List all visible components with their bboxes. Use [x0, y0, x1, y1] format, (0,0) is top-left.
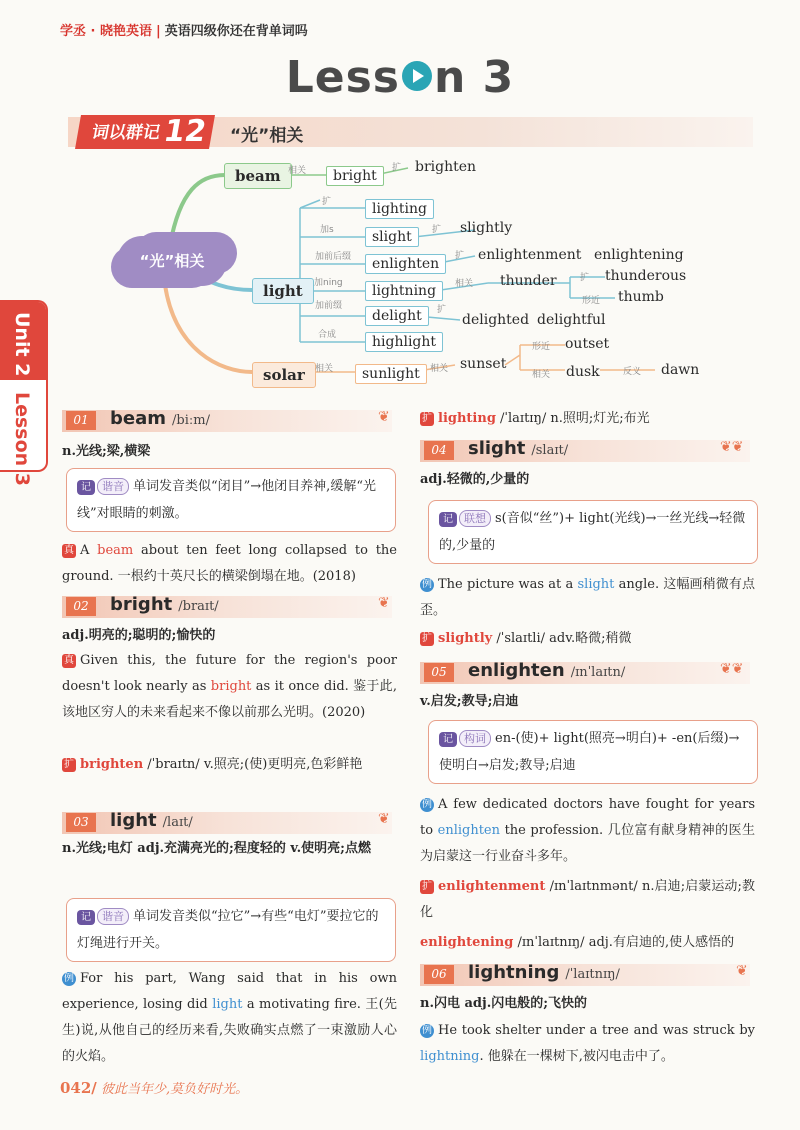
entry-word-wrap [468, 660, 625, 681]
node-slightly: slightly [460, 220, 513, 236]
rel-label: 形近 [582, 296, 601, 306]
example-beam [62, 538, 397, 590]
note-light [66, 898, 396, 962]
deriv-meaning: adj.有启迪的,使人感悟的 [588, 935, 735, 950]
rel-label: 形近 [532, 342, 551, 352]
side-tab-lesson: Lesson 3 [11, 392, 33, 487]
section-tag-label: 词以群记 [90, 123, 162, 143]
flame-icon: ❦ [378, 409, 390, 425]
node-enlightening: enlightening [594, 247, 684, 263]
section-banner [68, 114, 753, 149]
entry-number: 01 [66, 411, 96, 430]
example-enlighten [420, 792, 755, 870]
entry-word-wrap [110, 810, 193, 831]
node-lighting: lighting [365, 199, 434, 219]
extend-icon: 扩 [422, 413, 432, 424]
example-icon: 例 [422, 579, 432, 590]
rel-label: 加前缀 [315, 301, 343, 311]
extend-icon: 扩 [64, 759, 74, 770]
deriv-phonetic: /ˈslaɪtli/ [496, 631, 545, 646]
node-thumb: thumb [618, 289, 664, 305]
node-lightning: lightning [365, 281, 443, 301]
entry-number: 05 [424, 663, 454, 682]
meaning-slight: adj.轻微的,少量的 [420, 472, 530, 487]
example-text: angle. 这幅画稍微有点歪。 [420, 577, 755, 618]
note-text: 单词发音类似“闭目”→他闭目养神,缓解“光线”对眼睛的刺激。 [77, 479, 376, 521]
root-beam: beam [224, 163, 292, 189]
example-text: a motivating fire. 王(先生)说,从他自己的经历来看,失败确实点燃了一束激励人心的火焰。 [62, 997, 397, 1064]
deriv-meaning: adv.略微;稍微 [549, 631, 632, 646]
example-keyword: enlighten [437, 823, 500, 838]
entry-phonetic: /braɪt/ [178, 599, 219, 614]
example-icon: 例 [422, 1025, 432, 1036]
deriv-slightly [420, 626, 755, 652]
rel-label: 合成 [318, 330, 337, 340]
node-sunlight: sunlight [355, 364, 427, 384]
deriv-word: enlightenment [438, 879, 546, 894]
flame-icon: ❦ [378, 811, 390, 827]
note-label: 谐音 [97, 908, 129, 925]
extend-icon: 扩 [422, 633, 432, 644]
example-text: the profession. 几位富有献身精神的医生为启蒙这一行业奋斗多年。 [420, 823, 755, 864]
exam-icon: 真 [64, 545, 74, 556]
meaning-light: n.光线;电灯 adj.充满亮光的;程度轻的 v.使明亮;点燃 [62, 841, 371, 856]
entry-number: 02 [66, 597, 96, 616]
example-icon: 例 [422, 799, 432, 810]
page-header: 学丞 · 晓艳英语 | 英语四级你还在背单词吗 [60, 24, 308, 39]
example-keyword: slight [577, 577, 615, 592]
node-thunder: thunder [500, 273, 557, 289]
node-delightful: delightful [537, 312, 606, 328]
note-text: s(音似“丝”)+ light(光线)→一丝光线→轻微的,少量的 [439, 511, 746, 553]
node-enlighten: enlighten [365, 254, 446, 274]
rel-label: 扩 [580, 273, 590, 283]
footer-motto: 彼此当年少,莫负好时光。 [100, 1082, 249, 1097]
root-solar: solar [252, 362, 316, 388]
deriv-word: brighten [80, 757, 144, 772]
node-thunderous: thunderous [605, 268, 687, 284]
entry-number: 06 [424, 965, 454, 984]
brand: 学丞 · 晓艳英语 [60, 24, 152, 39]
rel-label: 相关 [455, 279, 474, 289]
example-text: about ten feet long collapsed to the ground. 一根约十英尺长的横梁倒塌在地。(2018) [62, 543, 397, 584]
deriv-phonetic: /ɪnˈlaɪtnɪŋ/ [517, 935, 585, 950]
note-label: 构词 [459, 730, 491, 747]
entry-beam [62, 408, 397, 434]
example-light [62, 966, 397, 1070]
node-dusk: dusk [566, 364, 600, 380]
memo-icon: 记 [439, 512, 457, 527]
example-text: Given this, the future for the region's poor doesn't look nearly as [62, 653, 397, 694]
example-keyword: lightning [420, 1049, 480, 1064]
rel-label: 扩 [437, 305, 447, 315]
deriv-phonetic: /ˈbraɪtn/ [147, 757, 200, 772]
deriv-word: enlightening [420, 935, 514, 950]
deriv-phonetic: /ɪnˈlaɪtnmənt/ [549, 879, 638, 894]
exam-icon: 真 [64, 655, 74, 666]
example-text: A few dedicated doctors have fought for years to [420, 797, 755, 838]
flame-icon: ❦❦ [720, 661, 744, 677]
lesson-title-left: Less [285, 52, 400, 103]
page-footer [60, 1078, 248, 1097]
deriv-phonetic: /ˈlaɪtɪŋ/ [500, 411, 547, 426]
entry-bright [62, 594, 397, 620]
example-text: A [80, 543, 90, 558]
rel-label: 扩 [392, 163, 402, 173]
rel-label: 加s [320, 225, 334, 235]
rel-label: 扩 [455, 251, 465, 261]
node-outset: outset [565, 336, 610, 352]
rel-label: 扩 [322, 197, 332, 207]
node-delight: delight [365, 306, 429, 326]
section-tag-number: 12 [161, 114, 209, 149]
section-tag [75, 115, 215, 149]
example-text: . 他躲在一棵树下,被闪电击中了。 [479, 1049, 674, 1064]
note-slight [428, 500, 758, 564]
entry-word-wrap [468, 438, 568, 459]
lesson-title [0, 52, 800, 103]
rel-label: 相关 [532, 370, 551, 380]
entry-word: lightning [468, 962, 560, 983]
lesson-title-right: n 3 [434, 52, 515, 103]
meaning-lightning: n.闪电 adj.闪电般的;飞快的 [420, 996, 588, 1011]
node-bright: bright [326, 166, 384, 186]
deriv-lighting [420, 406, 755, 432]
rel-label: 扩 [432, 225, 442, 235]
example-keyword: beam [97, 543, 134, 558]
memo-icon: 记 [77, 910, 95, 925]
entry-phonetic: /ɪnˈlaɪtn/ [570, 665, 626, 680]
entry-enlighten [420, 660, 755, 686]
example-keyword: bright [210, 679, 252, 694]
entry-word: beam [110, 408, 166, 429]
deriv-word: slightly [438, 631, 493, 646]
note-beam [66, 468, 396, 532]
example-slight [420, 572, 755, 624]
deriv-meaning: n.启迪;启蒙运动;教化 [420, 879, 755, 920]
side-tab-unit: Unit 2 [11, 312, 33, 377]
entry-word: light [110, 810, 157, 831]
entry-phonetic: /ˈlaɪtnɪŋ/ [565, 967, 620, 982]
example-text: For his part, Wang said that in his own experience, losing did [62, 971, 397, 1012]
entry-phonetic: /laɪt/ [162, 815, 193, 830]
deriv-enlightening [420, 930, 760, 956]
series-title: 英语四级你还在背单词吗 [164, 24, 308, 39]
rel-label: 相关 [430, 364, 449, 374]
deriv-word: lighting [438, 411, 496, 426]
entry-phonetic: /biːm/ [172, 413, 210, 428]
example-text: as it once did. 鉴于此,该地区穷人的未来看起来不像以前那么光明。(2020) [62, 679, 397, 720]
entry-word-wrap [468, 962, 620, 983]
deriv-enlightenment [420, 874, 755, 926]
entry-light [62, 810, 397, 836]
node-slight: slight [365, 227, 419, 247]
note-text: 单词发音类似“拉它”→有些“电灯”要拉它的灯绳进行开关。 [77, 909, 379, 951]
entry-slight [420, 438, 755, 464]
node-brighten: brighten [415, 159, 477, 175]
example-text: The picture was at a [438, 577, 574, 592]
example-lightning [420, 1018, 755, 1070]
root-light: light [252, 278, 314, 304]
meaning-enlighten: v.启发;教导;启迪 [420, 694, 519, 709]
memo-icon: 记 [439, 732, 457, 747]
deriv-brighten [62, 752, 397, 778]
deriv-meaning: n.照明;灯光;布光 [550, 411, 650, 426]
note-enlighten [428, 720, 758, 784]
page-number: 042/ [60, 1079, 97, 1097]
rel-label: 加前后缀 [315, 252, 352, 262]
example-icon: 例 [64, 973, 74, 984]
flame-icon: ❦❦ [720, 439, 744, 455]
node-sunset: sunset [460, 356, 507, 372]
example-bright [62, 648, 397, 726]
note-label: 谐音 [97, 478, 129, 495]
entry-word: bright [110, 594, 173, 615]
memo-icon: 记 [77, 480, 95, 495]
node-dawn: dawn [661, 362, 700, 378]
node-highlight: highlight [365, 332, 443, 352]
entry-word-wrap [110, 594, 219, 615]
rel-label: 相关 [288, 166, 307, 176]
note-text: en-(使)+ light(照亮→明白)+ -en(后缀)→使明白→启发;教导;启迪 [439, 731, 740, 773]
flame-icon: ❦ [736, 963, 748, 979]
entry-lightning [420, 962, 755, 988]
play-icon[interactable] [402, 61, 432, 91]
meaning-bright: adj.明亮的;聪明的;愉快的 [62, 628, 216, 643]
deriv-meaning: v.照亮;(使)更明亮,色彩鲜艳 [203, 757, 363, 772]
note-label: 联想 [459, 510, 491, 527]
meaning-beam: n.光线;梁,横梁 [62, 444, 151, 459]
entry-word: slight [468, 438, 526, 459]
rel-label: 加ning [314, 278, 343, 288]
extend-icon: 扩 [422, 881, 432, 892]
rel-label: 反义 [623, 367, 642, 377]
entry-word: enlighten [468, 660, 565, 681]
node-delighted: delighted [462, 312, 530, 328]
entry-word-wrap [110, 408, 210, 429]
entry-number: 03 [66, 813, 96, 832]
entry-number: 04 [424, 441, 454, 460]
rel-label: 相关 [315, 364, 334, 374]
entry-phonetic: /slaɪt/ [531, 443, 569, 458]
node-enlightenment: enlightenment [478, 247, 582, 263]
flame-icon: ❦ [378, 595, 390, 611]
mindmap-center: “光”相关 [117, 236, 227, 286]
example-text: He took shelter under a tree and was struck by [438, 1023, 755, 1038]
example-keyword: light [212, 997, 243, 1012]
section-title: “光”相关 [230, 126, 304, 146]
